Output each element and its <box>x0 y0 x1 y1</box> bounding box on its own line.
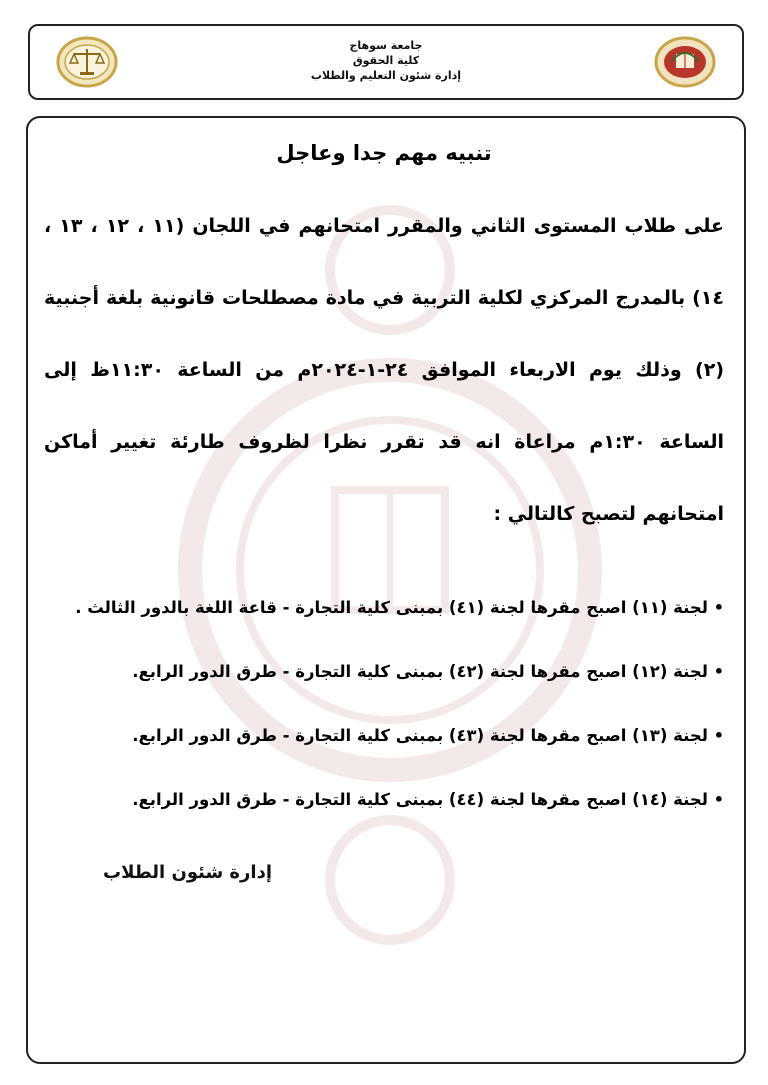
bullet-icon: • <box>713 598 724 617</box>
notice-paragraph: على طلاب المستوى الثاني والمقرر امتحانهم في اللجان (١١ ، ١٢ ، ١٣ ، ١٤) بالمدرج المركزي لكلية التربية في مادة مصطلحات قانونية بلغة أجنبية (٢) وذلك يوم الاربعاء الموافق ٢٤-١-٢٠٢٤م من الساعة ١١:٣٠ظ إلى الساعة ١:٣٠م مراعاة انه قد تقرر نظرا لظروف طارئة تغيير أماكن امتحانهم لتصبح كالتالي : <box>44 215 724 525</box>
signature: إدارة شئون الطلاب <box>102 862 272 883</box>
list-item-text: لجنة (١٢) اصبح مقرها لجنة (٤٢) بمبنى كلية التجارة - طرق الدور الرابع. <box>132 662 708 681</box>
bullet-icon: • <box>713 790 724 809</box>
list-item <box>44 704 724 768</box>
list-item-text: لجنة (١١) اصبح مقرها لجنة (٤١) بمبنى كلية التجارة - قاعة اللغة بالدور الثالث . <box>75 598 708 617</box>
list-item <box>44 640 724 704</box>
header-frame <box>28 24 744 100</box>
list-item-text: لجنة (١٤) اصبح مقرها لجنة (٤٤) بمبنى كلية التجارة - طرق الدور الرابع. <box>132 790 708 809</box>
department-name: إدارة شئون التعليم والطلاب <box>310 69 462 82</box>
university-name: جامعة سوهاج <box>349 39 423 52</box>
faculty-name: كلية الحقوق <box>352 54 420 67</box>
header-text <box>180 38 592 83</box>
bullet-icon: • <box>713 726 724 745</box>
notice-title: تنبيه مهم جدا وعاجل <box>276 141 492 165</box>
room-change-list <box>44 576 724 832</box>
list-item <box>44 768 724 832</box>
university-emblem-logo <box>654 36 716 88</box>
scales-of-justice-logo <box>56 36 118 88</box>
list-item-text: لجنة (١٣) اصبح مقرها لجنة (٤٣) بمبنى كلية التجارة - طرق الدور الرابع. <box>132 726 708 745</box>
notice-content <box>44 130 724 832</box>
bullet-icon: • <box>713 662 724 681</box>
list-item <box>44 576 724 640</box>
